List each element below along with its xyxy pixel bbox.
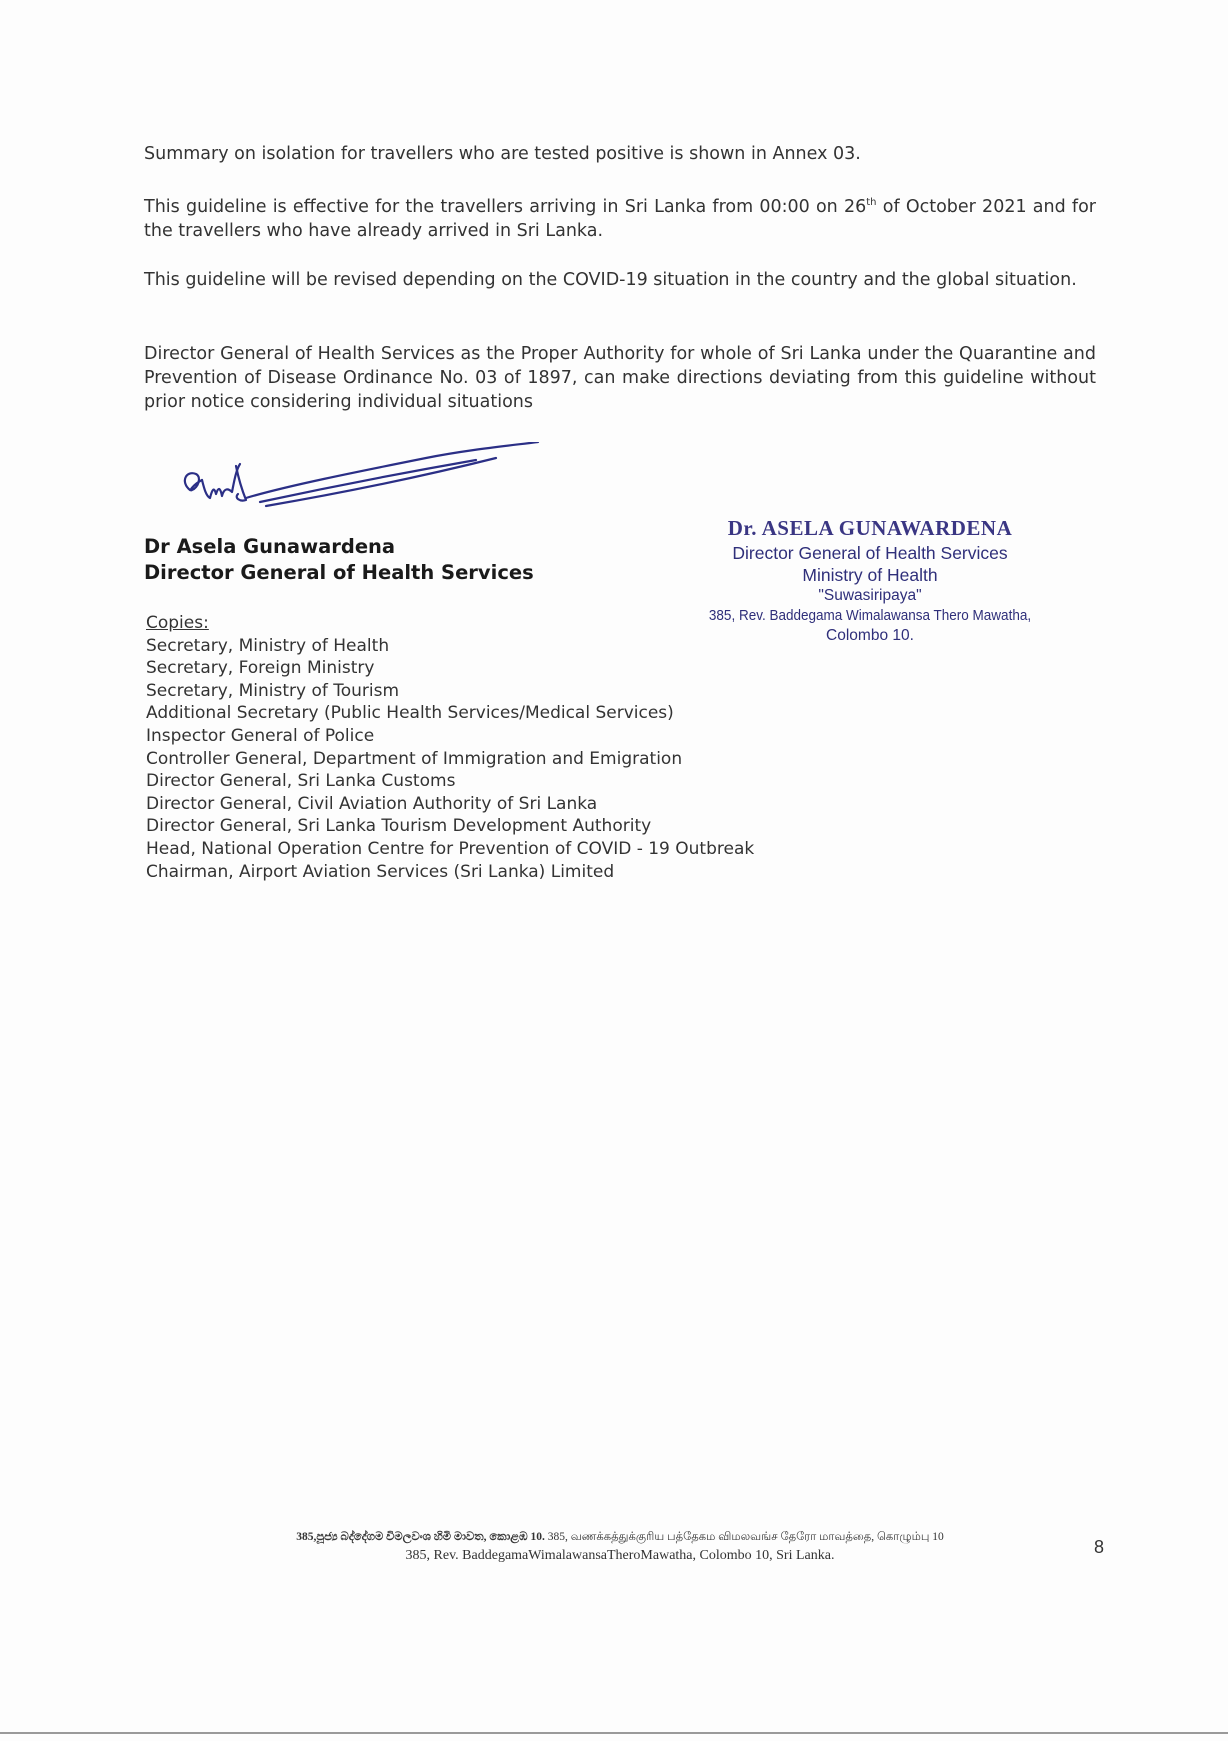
- signature-block: [144, 534, 644, 586]
- copies-section: [146, 612, 946, 883]
- stamp-city: Colombo 10.: [826, 627, 914, 644]
- paragraph-authority: Director General of Health Services as the Proper Authority for whole of Sri Lanka under the Quarantine and Prevention of Disease Ordinance No. 03 of 1897, can make directions deviating from this guideline without prior notice considering individual situations: [144, 344, 1096, 412]
- copies-heading: Copies:: [146, 613, 209, 633]
- signatory-title: Director General of Health Services: [144, 561, 534, 584]
- copies-list-item: Director General, Civil Aviation Authority of Sri Lanka: [146, 793, 598, 814]
- copies-list-item: Director General, Sri Lanka Customs: [146, 771, 456, 792]
- paragraph-effective-date: [144, 195, 1096, 243]
- copies-list: [146, 635, 946, 884]
- paragraph-effective-date-part1: This guideline is effective for the travellers arriving in Sri Lanka from 00:00 on 26: [144, 197, 867, 217]
- copies-list-item: Additional Secretary (Public Health Services/Medical Services): [146, 703, 674, 724]
- footer-sinhala-address: 385,පූජ්‍ය බද්දේගම විමලවංශ හිමි මාවත, කොළඹ 10.: [296, 1531, 545, 1543]
- paragraph-annex-summary: Summary on isolation for travellers who are tested positive is shown in Annex 03.: [144, 144, 861, 164]
- footer-tamil-address: 385, வணக்கத்துக்குரிய பத்தேகம விமலவங்ச தேரோ மாவத்தை, கொழும்பு 10: [547, 1531, 944, 1543]
- handwritten-signature: [176, 442, 546, 532]
- footer-english-address: 385, Rev. BaddegamaWimalawansaTheroMawatha, Colombo 10, Sri Lanka.: [405, 1548, 835, 1563]
- paragraph-effective-date-part2: of October 2021 and for the travellers who have already arrived in Sri Lanka.: [144, 197, 1096, 241]
- bottom-divider: [0, 1732, 1228, 1734]
- stamp-building: "Suwasiripaya": [818, 587, 922, 604]
- page-number: 8: [1094, 1537, 1105, 1557]
- stamp-title: Director General of Health Services: [732, 543, 1008, 563]
- copies-list-item: Secretary, Ministry of Health: [146, 635, 390, 656]
- paragraph-revision: This guideline will be revised depending on the COVID-19 situation in the country and the global situation.: [144, 270, 1077, 290]
- stamp-ministry: Ministry of Health: [802, 565, 938, 585]
- stamp-address: 385, Rev. Baddegama Wimalawansa Thero Mawatha,: [708, 607, 1032, 624]
- copies-list-item: Inspector General of Police: [146, 725, 375, 746]
- letterhead-footer: [180, 1528, 1060, 1566]
- footer-address-local: [180, 1528, 1060, 1546]
- signatory-name: Dr Asela Gunawardena: [144, 535, 396, 558]
- copies-list-item: Secretary, Ministry of Tourism: [146, 680, 400, 701]
- copies-list-item: Controller General, Department of Immigration and Emigration: [146, 748, 683, 769]
- stamp-name: Dr. ASELA GUNAWARDENA: [727, 516, 1013, 540]
- copies-list-item: Secretary, Foreign Ministry: [146, 658, 375, 679]
- ordinal-suffix: th: [866, 197, 877, 209]
- copies-list-item: Head, National Operation Centre for Prevention of COVID - 19 Outbreak: [146, 838, 755, 859]
- copies-list-item: Director General, Sri Lanka Tourism Development Authority: [146, 816, 652, 837]
- copies-list-item: Chairman, Airport Aviation Services (Sri Lanka) Limited: [146, 861, 615, 882]
